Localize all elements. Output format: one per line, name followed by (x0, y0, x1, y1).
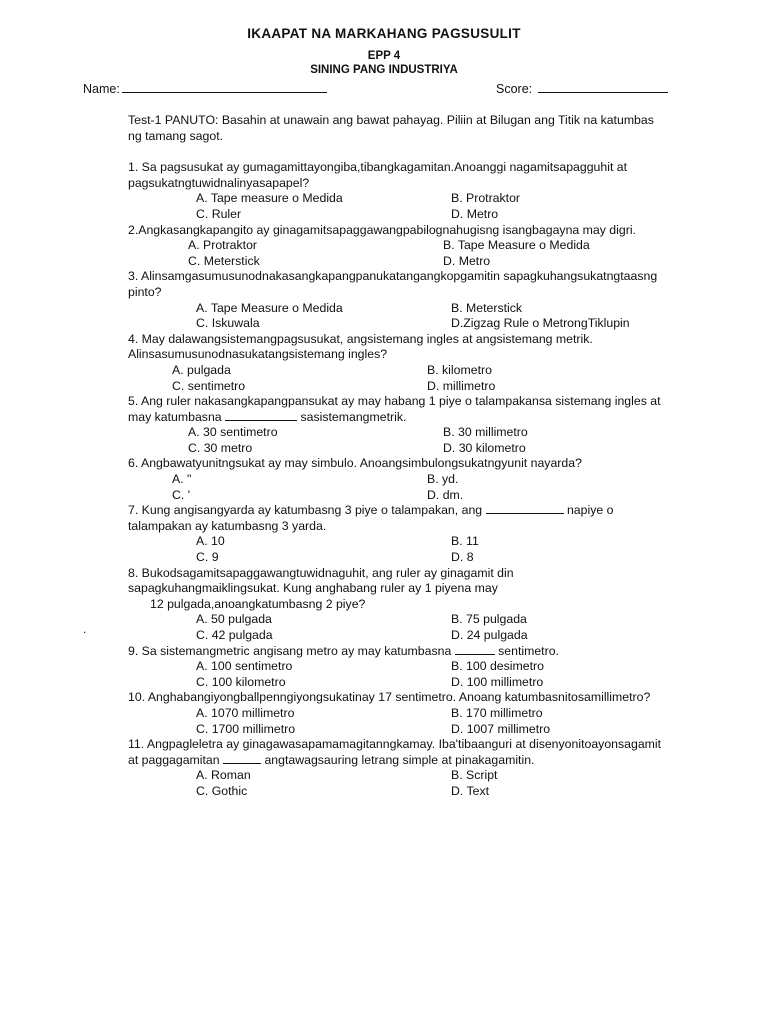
option-d[interactable]: D. 1007 millimetro (451, 721, 551, 736)
question-5 (128, 394, 668, 456)
option-c[interactable]: C. Ruler (196, 206, 242, 221)
question-text (128, 160, 668, 191)
option-c[interactable]: C. 30 metro (188, 440, 253, 455)
option-d[interactable]: D. millimetro (427, 378, 496, 393)
option-a[interactable]: A. Tape measure o Medida (196, 191, 343, 206)
exam-title: IKAAPAT NA MARKAHANG PAGSUSULIT (247, 26, 521, 41)
question-text (128, 644, 668, 660)
option-a[interactable]: A. 10 (196, 534, 225, 549)
answer-options (128, 706, 668, 737)
option-c[interactable]: C. 42 pulgada (196, 628, 273, 642)
question-stem: 1. Sa pagsusukat ay gumagamittayongiba,tibangkagamitan.Anoanggi nagamitsapagguhit at pagsukatngtuwidnalinyasapapel? (128, 160, 628, 190)
question-stem-after: sasistemangmetrik. (297, 409, 407, 424)
option-b[interactable]: B. kilometro (427, 362, 492, 377)
question-stem: 4. May dalawangsistemangpagsusukat, angsistemang ingles at angsistemang metrik. Alinsasumusunodnasukatangsistemang ingles? (128, 331, 593, 362)
question-1 (128, 160, 668, 222)
question-stem-before: 5. Ang ruler nakasangkapangpansukat ay may habang 1 piye o talampakansa sistemang ingles at may katumbasna (128, 394, 661, 424)
question-2 (128, 223, 668, 270)
option-d[interactable]: D. Metro (451, 206, 499, 221)
question-stem: 3. Alinsamgasumusunodnakasangkapangpanukatangangkopgamitin sapagkuhangsukatngtaasng pinto? (128, 269, 658, 299)
question-10 (128, 690, 668, 737)
answer-options (128, 425, 668, 456)
question-4 (128, 332, 668, 394)
answer-blank (455, 644, 495, 655)
option-d[interactable]: D. 8 (451, 550, 474, 565)
answer-options (128, 238, 668, 269)
answer-options (128, 472, 668, 503)
option-a[interactable]: A. 100 sentimetro (196, 659, 293, 674)
question-stem-after: angtawagsauring letrang simple at pinakagamitin. (261, 752, 535, 767)
name-label: Name: (83, 82, 120, 96)
score-blank[interactable] (538, 81, 668, 93)
answer-blank (225, 410, 297, 421)
option-a[interactable]: A. " (172, 472, 192, 487)
question-text (128, 332, 668, 363)
option-a[interactable]: A. 50 pulgada (196, 612, 272, 627)
option-a[interactable]: A. Tape Measure o Medida (196, 300, 343, 315)
option-c[interactable]: C. ' (172, 487, 191, 502)
answer-blank (223, 753, 261, 764)
option-b[interactable]: B. 30 millimetro (443, 425, 528, 440)
option-b[interactable]: B. 100 desimetro (451, 659, 544, 674)
option-c[interactable]: C. sentimetro (172, 378, 246, 393)
option-a[interactable]: A. 30 sentimetro (188, 425, 278, 440)
question-stem-before: 9. Sa sistemangmetric angisang metro ay may katumbasna (128, 643, 455, 658)
option-d[interactable]: D. Text (451, 783, 490, 798)
question-11 (128, 737, 668, 799)
option-b[interactable]: B. yd. (427, 472, 459, 487)
option-d[interactable]: D.Zigzag Rule o MetrongTiklupin (451, 316, 630, 331)
answer-options (128, 768, 668, 799)
name-blank[interactable] (122, 81, 327, 93)
question-text-continued: 12 pulgada,anoangkatumbasng 2 piye? (150, 596, 366, 611)
question-text (128, 503, 668, 534)
question-stem: 2.Angkasangkapangito ay ginagamitsapaggawangpabilognahugisng isangbagayna may digri. (128, 222, 636, 237)
option-b[interactable]: B. Protraktor (451, 191, 521, 206)
name-field (83, 81, 327, 96)
option-b[interactable]: B. 75 pulgada (451, 612, 527, 627)
option-c[interactable]: C. 9 (196, 550, 219, 565)
question-stem: 10. Anghabangiyongballpenngiyongsukatinay 17 sentimetro. Anoang katumbasnitosamillimetro? (128, 690, 651, 705)
question-text (128, 690, 668, 706)
question-stem-after: napiye o talampakan ay katumbasng 3 yarda. (128, 503, 614, 533)
question-stem: 6. Angbawatyunitngsukat ay may simbulo. Anoangsimbulongsukatngyunit nayarda? (128, 456, 582, 471)
option-b[interactable]: B. 11 (451, 534, 479, 549)
question-text (128, 737, 668, 768)
option-a[interactable]: A. Protraktor (188, 238, 258, 253)
question-text (128, 566, 668, 597)
option-c[interactable]: C. Iskuwala (196, 316, 260, 331)
answer-options (128, 534, 668, 565)
option-d[interactable]: D. 30 kilometro (443, 440, 526, 455)
question-text (128, 456, 668, 472)
option-a[interactable]: A. pulgada (172, 362, 231, 377)
question-text (128, 269, 668, 300)
option-b[interactable]: B. 170 millimetro (451, 705, 543, 720)
margin-mark: . (83, 622, 87, 636)
option-b[interactable]: B. Meterstick (451, 300, 523, 315)
question-list (128, 160, 668, 799)
question-text (128, 223, 668, 239)
option-b[interactable]: B. Tape Measure o Medida (443, 238, 590, 253)
option-a[interactable]: A. 1070 millimetro (196, 705, 295, 720)
option-c[interactable]: C. 1700 millimetro (196, 721, 296, 736)
question-9 (128, 644, 668, 691)
option-c[interactable]: C. 100 kilometro (196, 674, 286, 689)
score-field (496, 81, 668, 96)
option-a[interactable]: A. Roman (196, 768, 251, 783)
question-7 (128, 503, 668, 565)
question-stem-before: 7. Kung angisangyarda ay katumbasng 3 piye o talampakan, ang (128, 503, 486, 518)
subject-title: EPP 4 (367, 50, 401, 62)
question-8 (128, 566, 668, 644)
answer-options (128, 301, 668, 332)
answer-options (128, 612, 668, 643)
option-d[interactable]: D. dm. (427, 487, 464, 502)
option-d[interactable]: D. 100 millimetro (451, 674, 544, 689)
subject-subtitle: SINING PANG INDUSTRIYA (310, 64, 458, 76)
option-d[interactable]: D. Metro (443, 253, 491, 268)
answer-blank (486, 503, 564, 514)
answer-options (128, 363, 668, 394)
question-6 (128, 456, 668, 503)
question-3 (128, 269, 668, 331)
option-c[interactable]: C. Gothic (196, 783, 248, 798)
question-stem-after: sentimetro. (494, 643, 559, 658)
exam-content (128, 113, 668, 800)
answer-options (128, 659, 668, 690)
answer-options (128, 191, 668, 222)
question-stem-before: 11. Angpagleletra ay ginagawasapamamagitanngkamay. Iba'tibaanguri at disenyonitoayonsagamit at paggagamitan (128, 737, 662, 767)
option-d[interactable]: D. 24 pulgada (451, 628, 528, 642)
instructions: Test-1 PANUTO: Basahin at unawain ang bawat pahayag. Piliin at Bilugan ang Titik na katumbas ng tamang sagot. (128, 113, 654, 143)
option-c[interactable]: C. Meterstick (188, 253, 260, 268)
option-b[interactable]: B. Script (451, 768, 498, 783)
score-label: Score: (496, 82, 533, 96)
question-text (128, 394, 668, 425)
question-stem: 8. Bukodsagamitsapaggawangtuwidnaguhit, ang ruler ay ginagamit din sapagkuhangmaiklingsukat. Kung anghabang ruler ay 1 piyena may (128, 565, 514, 596)
